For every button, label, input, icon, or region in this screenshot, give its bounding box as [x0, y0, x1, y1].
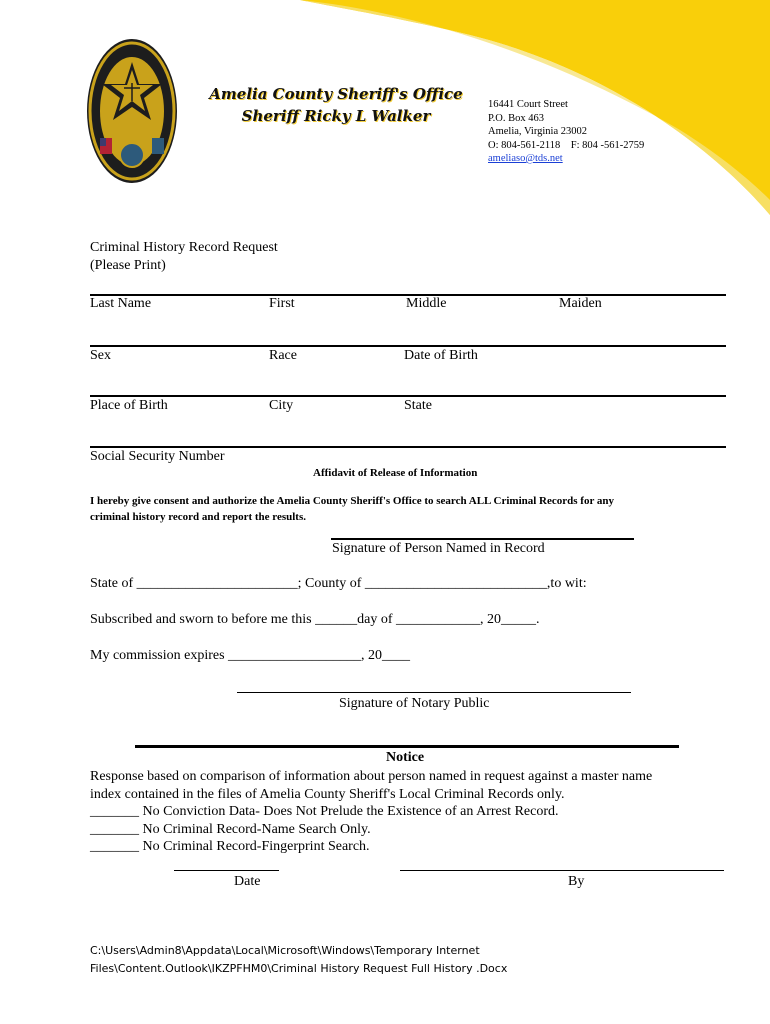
notice-option-fingerprint[interactable]: _______ No Criminal Record-Fingerprint Search.: [90, 839, 370, 855]
place-of-birth-field[interactable]: Place of Birth: [90, 398, 168, 413]
notice-line: Response based on comparison of information about person named in request against a master name: [90, 769, 653, 784]
last-name-field[interactable]: Last Name: [90, 296, 152, 311]
file-path-line: C:\Users\Admin8\Appdata\Local\Microsoft\Windows\Temporary Internet: [90, 944, 480, 957]
notice-heading: Notice: [386, 750, 425, 765]
consent-line: criminal history record and report the results.: [90, 511, 307, 523]
row-divider: [90, 446, 726, 448]
file-path-line: Files\Content.Outlook\IKZPFHM0\Criminal History Request Full History .Docx: [90, 962, 508, 975]
notary-signature-label: Signature of Notary Public: [339, 696, 490, 711]
by-line: [400, 870, 724, 871]
first-name-field[interactable]: First: [269, 296, 295, 311]
race-field[interactable]: Race: [269, 348, 297, 363]
sheriff-name: Sheriff Ricky L Walker: [241, 107, 431, 125]
row-divider: [90, 395, 726, 397]
notice-line: index contained in the files of Amelia County Sheriff's Local Criminal Records only.: [90, 786, 565, 802]
notice-option-no-conviction[interactable]: _______ No Conviction Data- Does Not Prelude the Existence of an Arrest Record.: [90, 804, 559, 820]
notice-divider: [135, 745, 679, 748]
ssn-field[interactable]: Social Security Number: [90, 449, 225, 464]
address-phone-fax: O: 804-561-2118 F: 804 -561-2759: [488, 139, 645, 151]
middle-name-field[interactable]: Middle: [406, 296, 447, 311]
sheriff-badge-logo: [86, 38, 178, 184]
row-divider: [90, 345, 726, 347]
notice-option-name-search[interactable]: _______ No Criminal Record-Name Search Only.: [90, 821, 371, 837]
date-line: [174, 870, 279, 871]
address-street: 16441 Court Street: [488, 99, 568, 110]
signature-person-label: Signature of Person Named in Record: [332, 541, 545, 556]
city-field[interactable]: City: [269, 398, 294, 413]
date-of-birth-field[interactable]: Date of Birth: [404, 348, 478, 363]
sex-field[interactable]: Sex: [90, 348, 111, 363]
notary-signature-line: [237, 692, 631, 693]
consent-text: [90, 493, 614, 525]
email-link[interactable]: ameliaso@tds.net: [488, 153, 563, 164]
affidavit-heading: Affidavit of Release of Information: [313, 467, 478, 479]
form-title: Criminal History Record Request: [90, 240, 278, 255]
consent-line: I hereby give consent and authorize the Amelia County Sheriff's Office to search ALL Criminal Records for any: [90, 495, 614, 507]
notice-body: [90, 768, 652, 856]
sworn-line[interactable]: Subscribed and sworn to before me this ______day of ____________, 20_____.: [90, 612, 540, 627]
by-label: By: [568, 874, 585, 889]
commission-line[interactable]: My commission expires ___________________, 20____: [90, 648, 411, 663]
form-subtitle: (Please Print): [90, 258, 166, 273]
maiden-name-field[interactable]: Maiden: [559, 296, 602, 311]
address-city: Amelia, Virginia 23002: [488, 126, 588, 137]
address-block: [488, 98, 644, 166]
signature-line: [331, 538, 634, 540]
file-path-footer: [90, 942, 507, 978]
address-po-box: P.O. Box 463: [488, 112, 545, 124]
state-county-line[interactable]: State of _______________________; County of __________________________,to wit:: [90, 576, 587, 591]
date-label: Date: [234, 874, 261, 889]
office-name: Amelia County Sheriff's Office: [209, 85, 463, 103]
state-field[interactable]: State: [404, 398, 432, 413]
